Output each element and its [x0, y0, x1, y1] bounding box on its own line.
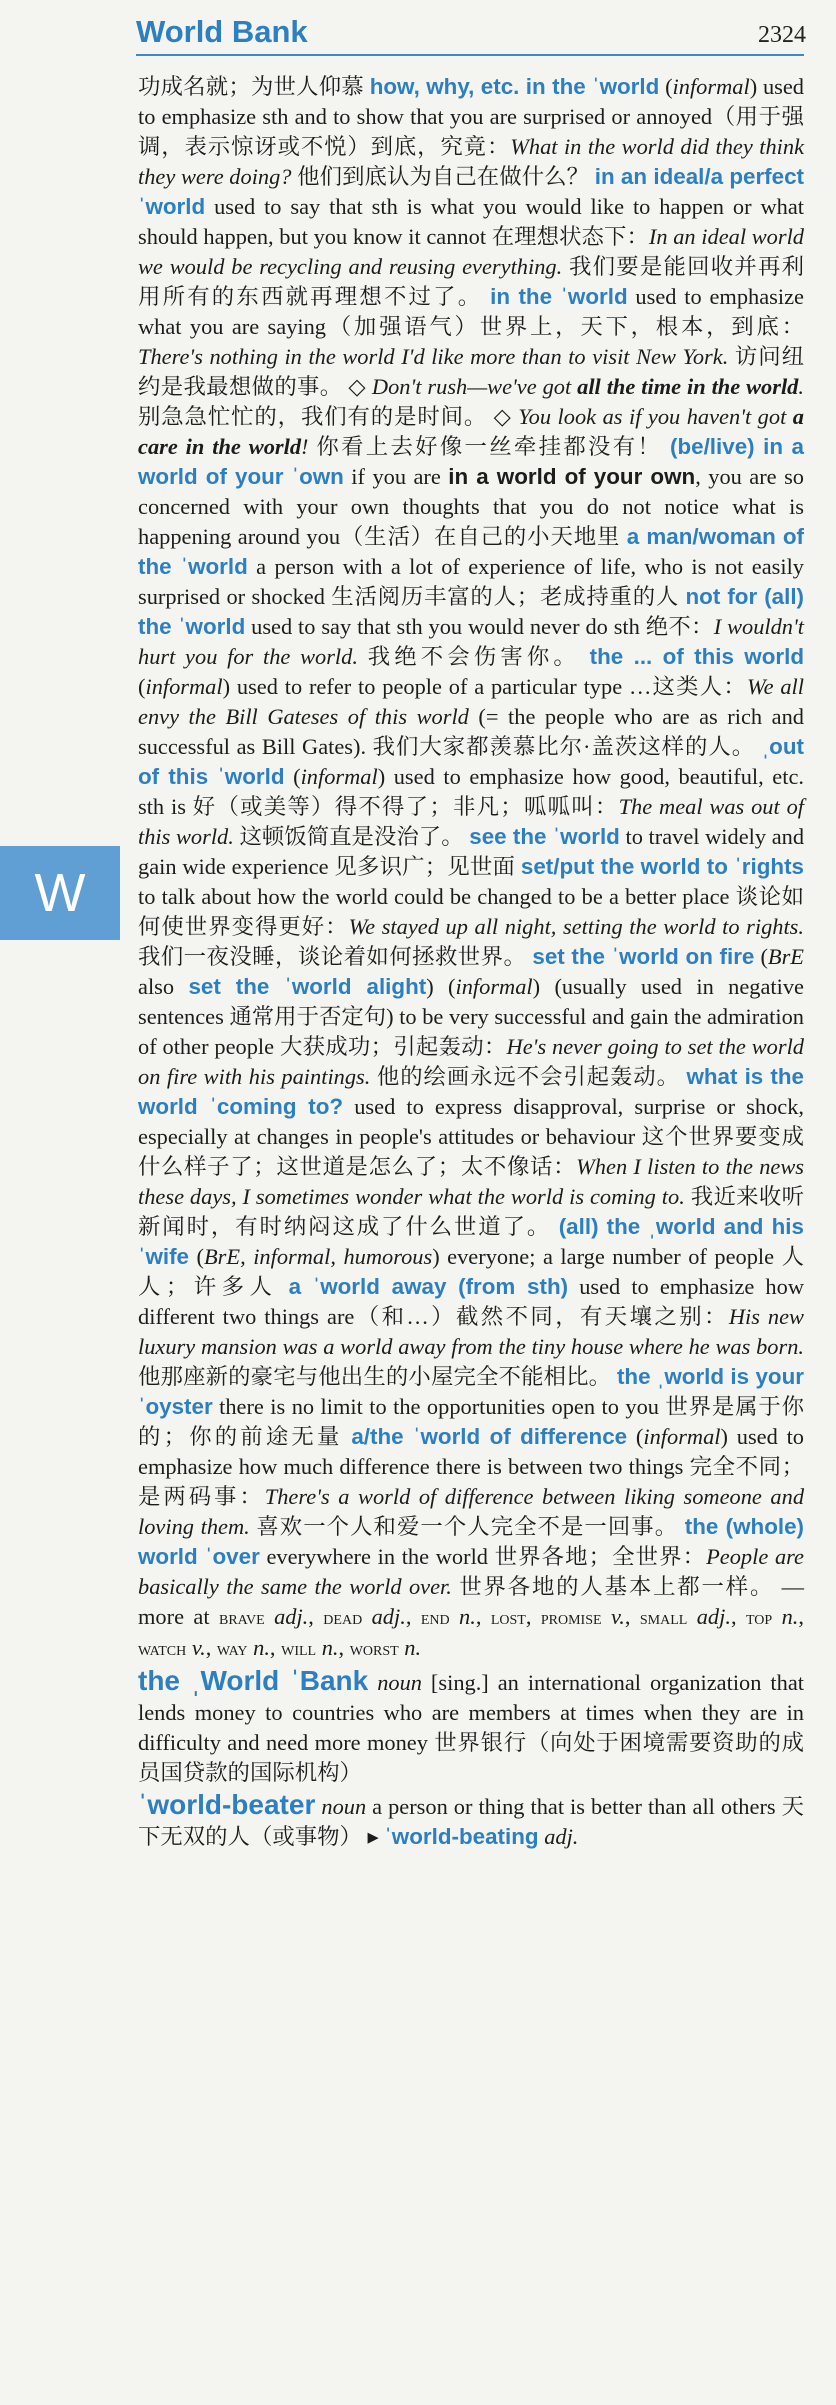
example-text: There's nothing in the world I'd like more than to visit New York.	[138, 344, 729, 369]
headword: a ˈworld away (from sth)	[288, 1274, 569, 1299]
definition-text: (	[627, 1424, 644, 1449]
cross-ref: worst	[349, 1638, 399, 1660]
definition-text: ) used to emphasize sth and to show that you are surprised or annoyed（用于强调，表示惊讶或不悦）到底，究竟：	[138, 74, 804, 159]
definition-text	[368, 1670, 377, 1695]
definition-text: ) everyone; a large number of people 人人；许多人	[138, 1244, 804, 1299]
definition-text: ,	[205, 1635, 217, 1660]
definition-text: everywhere in the world 世界各地；全世界：	[259, 1544, 707, 1569]
definition-text: if you are	[343, 464, 449, 489]
cross-ref: dead	[323, 1607, 363, 1629]
definition-text: also	[138, 974, 189, 999]
headword: ˈworld-beating	[384, 1824, 539, 1849]
headword: set the ˈworld on fire	[532, 944, 755, 969]
definition-text: ,	[798, 1604, 804, 1629]
example-text: In an ideal world we would be recycling and reusing everything.	[138, 224, 804, 279]
page-number: 2324	[758, 22, 806, 48]
cross-ref: end	[420, 1607, 450, 1629]
definition-text: 我们一夜没睡，谈论着如何拯救世界。	[138, 944, 533, 969]
usage-label: informal	[300, 764, 378, 789]
definition-text: (= the people who are as rich and successful as Bill Gates). 我们大家都羡慕比尔·盖茨这样的人。	[138, 704, 804, 759]
headword: ˈworld-beater	[138, 1789, 316, 1820]
example-text: noun	[377, 1670, 422, 1695]
definition-text: ,	[405, 1604, 421, 1629]
example-text: adj.	[264, 1604, 309, 1629]
example-text: Don't rush—we've got	[371, 374, 578, 399]
definition-text: 喜欢一个人和爱一个人完全不是一回事。	[249, 1514, 685, 1539]
header-rule	[136, 54, 804, 56]
headword: set the ˈworld alight	[188, 974, 427, 999]
dictionary-column	[138, 72, 804, 1852]
example-text: a care in the world	[138, 404, 804, 459]
definition-text: (	[754, 944, 768, 969]
definition-text: in a world of your own	[448, 464, 696, 489]
definition-text: 世界各地的人基本上都一样。 — more at	[138, 1574, 804, 1629]
example-text: adj.	[544, 1824, 579, 1849]
cross-ref: promise	[540, 1607, 602, 1629]
cross-ref: brave	[219, 1607, 265, 1629]
definition-text: used to say that sth you would never do sth 绝不：	[245, 614, 714, 639]
definition-text: , you are so concerned with your own thoughts that you do not notice what is happening around you（生活）在自己的小天地里	[138, 464, 804, 549]
example-text: n.	[398, 1635, 422, 1660]
definition-text: 功成名就；为世人仰慕	[138, 74, 370, 99]
usage-label: informal	[643, 1424, 721, 1449]
headword: (all) the ˌworld and his ˈwife	[138, 1214, 804, 1269]
example-text: We stayed up all night, setting the world to rights.	[348, 914, 804, 939]
example-text: When I listen to the news these days, I sometimes wonder what the world is coming to.	[138, 1154, 804, 1209]
headword: the ... of this world	[589, 644, 805, 669]
definition-text: 我绝不会伤害你。	[357, 644, 590, 669]
definition-text: a person or thing that is better than all others 天下无双的人（或事物） ▸	[138, 1794, 804, 1849]
definition-text: to talk about how the world could be changed to be a better place 谈论如何使世界变得更好：	[138, 884, 804, 939]
definition-text: used to express disapproval, surprise or shock, especially at changes in people's attitudes or behaviour 这个世界要变成什么样子了；这世道是怎么了；太不像话：	[138, 1094, 805, 1179]
entry-paragraph	[138, 1666, 804, 1788]
definition-text: used to emphasize how different two things are（和…）截然不同，有天壤之别：	[138, 1274, 804, 1329]
usage-label: BrE, informal, humorous	[204, 1244, 433, 1269]
definition-text: (	[189, 1244, 204, 1269]
definition-text: ,	[269, 1635, 282, 1660]
definition-text: ) (usually used in negative sentences 通常用于否定句) to be very successful and gain the admiration of other people 大获成功；引起轰动：	[138, 974, 804, 1059]
definition-text: ,	[308, 1604, 324, 1629]
definition-text: 他那座新的豪宅与他出生的小屋完全不能相比。	[138, 1364, 617, 1389]
usage-label: informal	[145, 674, 223, 699]
headword: in an ideal/a perfect ˈworld	[138, 164, 804, 219]
headword: set/put the world to ˈrights	[520, 854, 805, 879]
definition-text: (	[659, 74, 673, 99]
cross-ref: top	[745, 1607, 773, 1629]
headword: a man/woman of the ˈworld	[138, 524, 805, 579]
example-text: v.	[601, 1604, 625, 1629]
usage-label: BrE	[767, 944, 804, 969]
definition-text: ) used to emphasize how much difference there is between two things 完全不同；是两码事：	[138, 1424, 804, 1509]
example-text: noun	[321, 1794, 367, 1819]
definition-text: ) (	[426, 974, 456, 999]
definition-text: ,	[624, 1604, 640, 1629]
example-text: There's a world of difference between liking someone and loving them.	[138, 1484, 805, 1539]
usage-label: informal	[455, 974, 533, 999]
definition-text: 你看上去好像一丝牵挂都没有！	[308, 434, 670, 459]
cross-ref: lost	[490, 1607, 526, 1629]
cross-ref: way	[216, 1638, 248, 1660]
example-text: all the time in the world	[577, 374, 799, 399]
example-text: I wouldn't hurt you for the world.	[138, 614, 805, 669]
definition-text: 访问纽约是我最想做的事。 ◇	[138, 344, 804, 399]
example-text: n.	[449, 1604, 476, 1629]
definition-text: used to say that sth is what you would like to happen or what should happen, but you know it cannot 在理想状态下：	[138, 194, 804, 249]
definition-text: 他的绘画永远不会引起轰动。	[370, 1064, 687, 1089]
example-text: v.	[186, 1635, 206, 1660]
definition-text: ,	[525, 1604, 541, 1629]
definition-text: a person with a lot of experience of life, who is not easily surprised or shocked 生活阅历丰富的人；老成持重的人	[138, 554, 805, 609]
thumb-index-tab: W	[0, 846, 120, 940]
entry-paragraph	[138, 1790, 804, 1852]
example-text: He's never going to set the world on fire with his paintings.	[138, 1034, 804, 1089]
definition-text: there is no limit to the opportunities open to you 世界是属于你的；你的前途无量	[138, 1394, 804, 1449]
definition-text: ) used to refer to people of a particular type …这类人：	[222, 674, 747, 699]
cross-ref: small	[639, 1607, 688, 1629]
headword: the ˌWorld ˈBank	[138, 1665, 369, 1696]
definition-text: (	[284, 764, 301, 789]
definition-text: used to emphasize what you are saying（加强语气）世界上，天下，根本，到底：	[138, 284, 804, 339]
example-text: His new luxury mansion was a world away from the tiny house where he was born.	[138, 1304, 804, 1359]
headword: ˌout of this ˈworld	[138, 734, 804, 789]
example-text: !	[301, 434, 309, 459]
example-text: adj.	[687, 1604, 731, 1629]
headword: the (whole) world ˈover	[138, 1514, 805, 1569]
definition-text: ,	[730, 1604, 746, 1629]
headword: (be/live) in a world of your ˈown	[138, 434, 805, 489]
definition-text: 我近来收听新闻时，有时纳闷这成了什么世道了。	[138, 1184, 804, 1239]
cross-ref: watch	[138, 1638, 187, 1660]
definition-text: 他们到底认为自己在做什么？	[291, 164, 595, 189]
example-text: n.	[247, 1635, 270, 1660]
headword: a/the ˈworld of difference	[351, 1424, 628, 1449]
definition-text: ) used to emphasize how good, beautiful, etc. sth is 好（或美等）得不得了；非凡；呱呱叫：	[138, 764, 804, 819]
headword: in the ˈworld	[490, 284, 628, 309]
entry-paragraph	[138, 72, 804, 1664]
usage-label: informal	[672, 74, 750, 99]
headword: what is the world ˈcoming to?	[138, 1064, 804, 1119]
definition-text: to travel widely and gain wide experience 见多识广；见世面	[138, 824, 805, 879]
headword: not for (all) the ˈworld	[138, 584, 804, 639]
example-text: You look as if you haven't got	[518, 404, 793, 429]
example-text: n.	[316, 1635, 339, 1660]
headword: the ˌworld is your ˈoyster	[138, 1364, 804, 1419]
example-text: adj.	[362, 1604, 406, 1629]
definition-text: (	[138, 674, 146, 699]
example-text: n.	[772, 1604, 799, 1629]
headword: see the ˈworld	[469, 824, 620, 849]
definition-text: 我们要是能回收并再利用所有的东西就再理想不过了。	[138, 254, 804, 309]
example-text: We all envy the Bill Gateses of this world	[138, 674, 804, 729]
definition-text: 这顿饭简直是没治了。	[233, 824, 470, 849]
headword: how, why, etc. in the ˈworld	[369, 74, 660, 99]
definition-text: ,	[475, 1604, 491, 1629]
running-head: World Bank	[136, 14, 308, 49]
example-text: .	[798, 374, 804, 399]
example-text: What in the world did they think they were doing?	[138, 134, 805, 189]
example-text: People are basically the same the world over.	[138, 1544, 804, 1599]
cross-ref: will	[281, 1638, 317, 1660]
definition-text: [sing.] an international organization that lends money to countries who are members at times when they are in difficulty and need more money 世界银行（向处于困境需要资助的成员国贷款的国际机构）	[138, 1670, 804, 1785]
definition-text: 别急急忙忙的，我们有的是时间。 ◇	[138, 404, 519, 429]
example-text: The meal was out of this world.	[138, 794, 805, 849]
definition-text: ,	[338, 1635, 350, 1660]
